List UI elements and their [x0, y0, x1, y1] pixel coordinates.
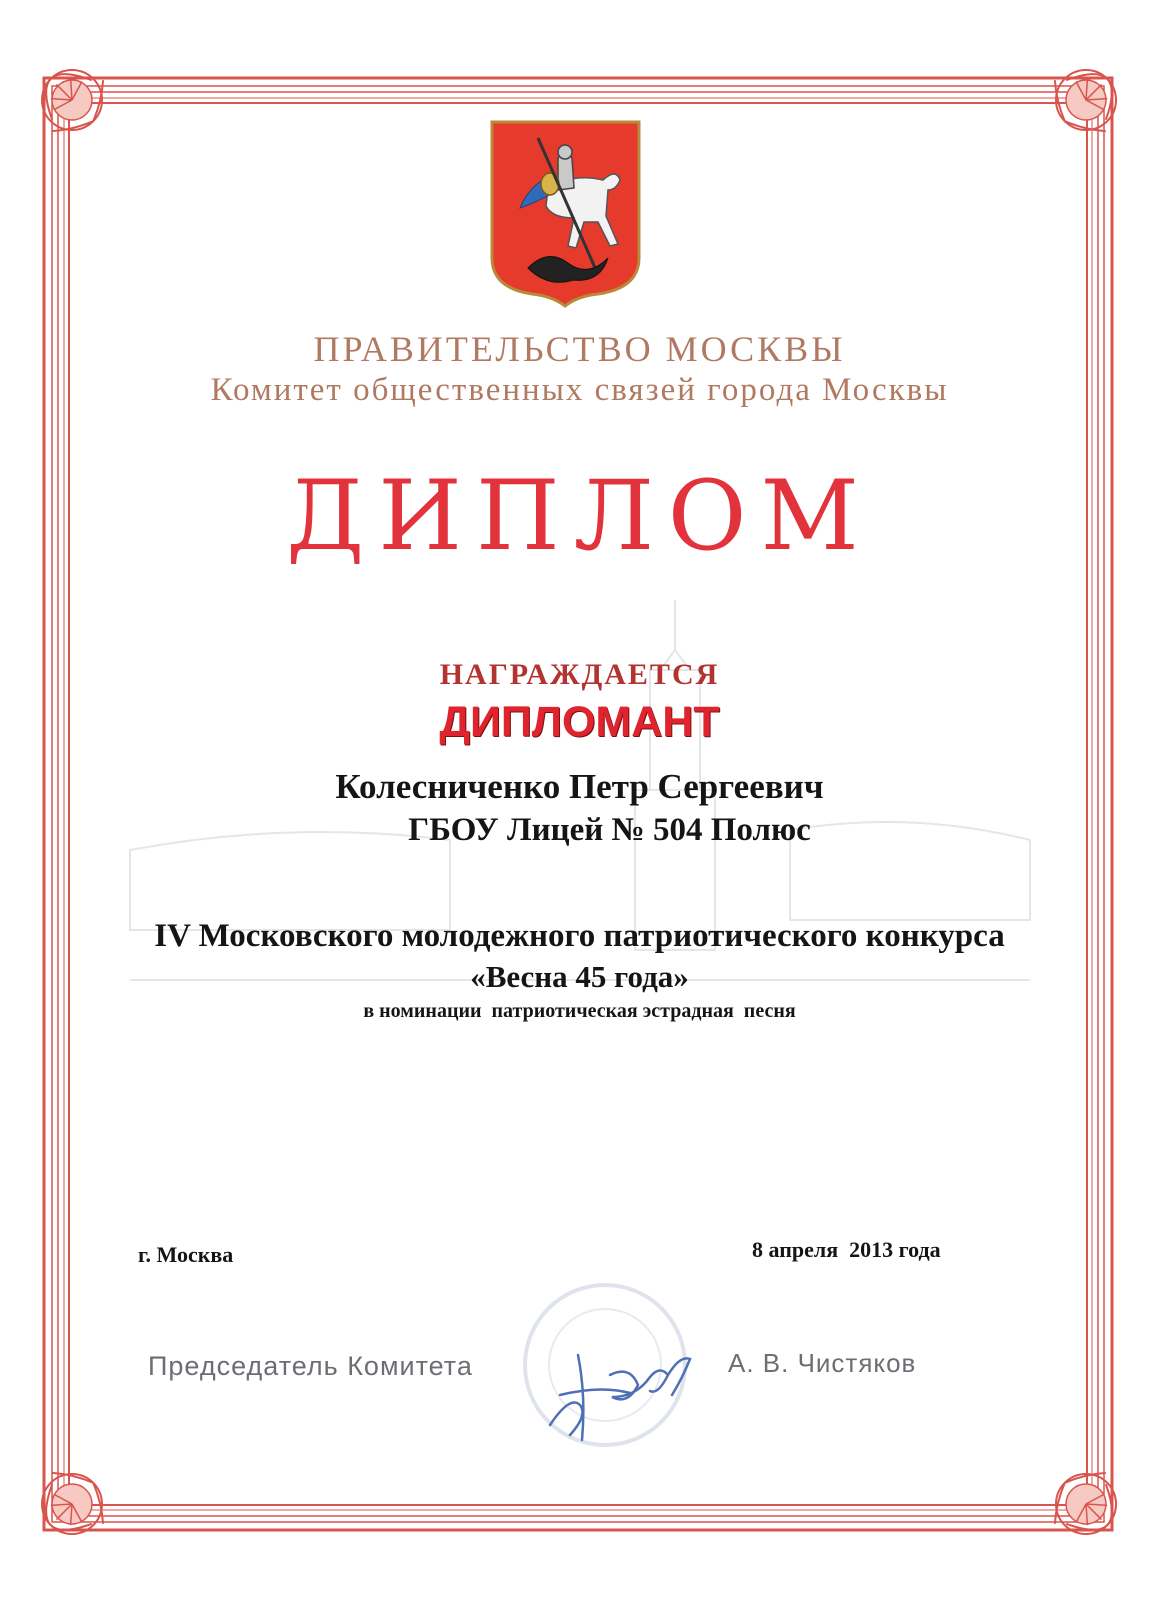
- date-label: 8 апреля 2013 года: [752, 1237, 941, 1262]
- recipient-institution: ГБОУ Лицей № 504 Полюс: [408, 812, 811, 848]
- recipient-name: Колесниченко Петр Сергеевич: [335, 767, 824, 806]
- contest-subtitle: «Весна 45 года»: [470, 959, 689, 994]
- signer-title: Председатель Комитета: [148, 1351, 473, 1381]
- contest-name: IV Московского молодежного патриотического конкурса: [154, 918, 1005, 954]
- city-label: г. Москва: [138, 1242, 234, 1267]
- award-rank: ДИПЛОМАНТ: [439, 698, 720, 746]
- corner-shell-icon: [25, 53, 118, 146]
- handwritten-signature: [540, 1335, 705, 1450]
- organization-title: ПРАВИТЕЛЬСТВО МОСКВЫ: [313, 329, 846, 369]
- moscow-coat-of-arms-icon: [488, 118, 643, 308]
- document-title: ДИПЛОМ: [286, 460, 873, 572]
- signer-name: А. В. Чистяков: [728, 1348, 917, 1378]
- organization-subtitle: Комитет общественных связей города Москвы: [210, 372, 949, 408]
- nomination-line: в номинации патриотическая эстрадная песня: [363, 1000, 796, 1022]
- awarded-label: НАГРАЖДАЕТСЯ: [439, 658, 720, 691]
